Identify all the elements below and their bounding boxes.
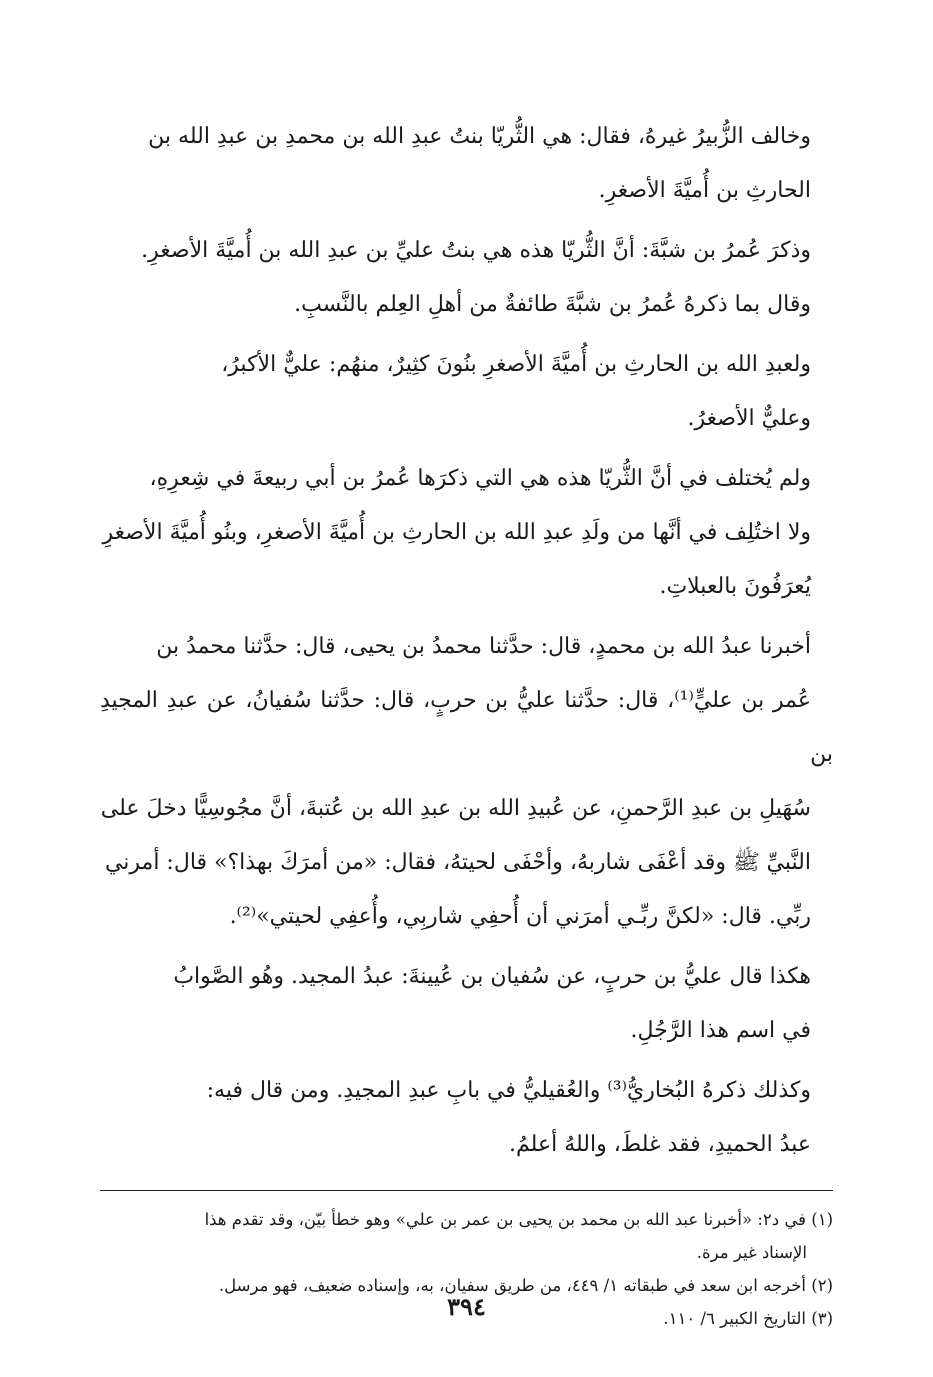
footnote: (٢) أخرجه ابن سعد في طبقاته ١/ ٤٤٩، من طريق سفيان، به، وإسناده ضعيف، فهو مرسل. xyxy=(218,1276,833,1295)
page-body xyxy=(100,110,833,1335)
footnote-separator xyxy=(100,1190,833,1191)
paragraph-line: عبدُ الحميدِ، فقد غلطَ، واللهُ أعلمُ. xyxy=(509,1132,811,1157)
footnote: (١) في د٢: «أخبرنا عبد الله بن محمد بن يحيى بن عمر بن علي» وهو خطأ بيّن، وقد تقدم هذا xyxy=(204,1210,833,1229)
main-text xyxy=(100,110,833,1172)
paragraph-line: عُمر بن عليٍّ⁽¹⁾، قال: حدَّثنا عليُّ بن حربٍ، قال: حدَّثنا سُفيانُ، عن عبدِ المجيدِ بن xyxy=(100,688,833,767)
paragraph-line: أخبرنا عبدُ الله بن محمدٍ، قال: حدَّثنا محمدُ بن يحيى، قال: حدَّثنا محمدُ بن xyxy=(156,634,811,659)
paragraph-line: وذكرَ عُمرُ بن شبَّةَ: أنَّ الثُّريّا هذه هي بنتُ عليِّ بن عبدِ الله بن أُميَّةَ الأصغرِ. xyxy=(141,238,811,263)
paragraph-line: سُهَيلِ بن عبدِ الرَّحمنِ، عن عُبيدِ الله بن عبدِ الله بن عُتبةَ، أنَّ مجُوسِيًّا دخلَ على xyxy=(100,796,811,821)
footnote: (٣) التاريخ الكبير ٦/ ١١٠. xyxy=(663,1309,833,1328)
paragraph xyxy=(100,452,833,614)
paragraph-line: ولعبدِ الله بن الحارثِ بن أُميَّةَ الأصغرِ بنُونَ كثِيرٌ، منهُم: عليٌّ الأكبرُ، xyxy=(221,352,811,377)
page-number: ٣٩٤ xyxy=(447,1292,486,1321)
paragraph-line: ولم يُختلف في أنَّ الثُّريّا هذه هي التي ذكرَها عُمرُ بن أبي ربيعةَ في شِعرِهِ، xyxy=(149,466,811,491)
paragraph xyxy=(100,338,833,446)
paragraph xyxy=(100,950,833,1058)
paragraph-line: ولا اختُلِف في أنَّها من ولَدِ عبدِ الله بن الحارثِ بن أُميَّةَ الأصغرِ، وبنُو أُميَّةَ الأصغرِ xyxy=(102,520,811,545)
paragraph-line: وخالف الزُّبيرُ غيرهُ، فقال: هي الثُّريّا بنتُ عبدِ الله بن محمدِ بن عبدِ الله بن xyxy=(148,124,811,149)
paragraph xyxy=(100,224,833,332)
paragraph-line: وعليٌّ الأصغرُ. xyxy=(687,406,811,431)
paragraph-line: هكذا قال عليُّ بن حربٍ، عن سُفيان بن عُيينةَ: عبدُ المجيد. وهُو الصَّوابُ xyxy=(173,964,811,989)
paragraph-line: وكذلك ذكرهُ البُخاريُّ⁽³⁾ والعُقيليُّ في بابِ عبدِ المجيدِ. ومن قال فيه: xyxy=(206,1078,811,1103)
paragraph-line: وقال بما ذكرهُ عُمرُ بن شبَّةَ طائفةٌ من أهلِ العِلم بالنَّسبِ. xyxy=(294,292,811,317)
paragraph xyxy=(100,1064,833,1172)
paragraph xyxy=(100,620,833,944)
paragraph xyxy=(100,110,833,218)
paragraph-line: ربِّي. قال: «لكنَّ ربِّـي أمرَني أن أُحفِي شاربِي، وأُعفِي لحيتي»⁽²⁾. xyxy=(229,904,811,929)
paragraph-line: يُعرَفُونَ بالعبلاتِ. xyxy=(659,574,811,599)
paragraph-line: النَّبيِّ ﷺ وقد أعْفَى شاربهُ، وأحْفَى لحيتهُ، فقال: «من أمرَكَ بهذا؟» قال: أمرني xyxy=(104,850,811,875)
footnote-continuation: الإسناد غير مرة. xyxy=(696,1243,807,1262)
paragraph-line: في اسم هذا الرَّجُلِ. xyxy=(630,1018,811,1043)
paragraph-line: الحارثِ بن أُميَّةَ الأصغرِ. xyxy=(598,178,811,203)
